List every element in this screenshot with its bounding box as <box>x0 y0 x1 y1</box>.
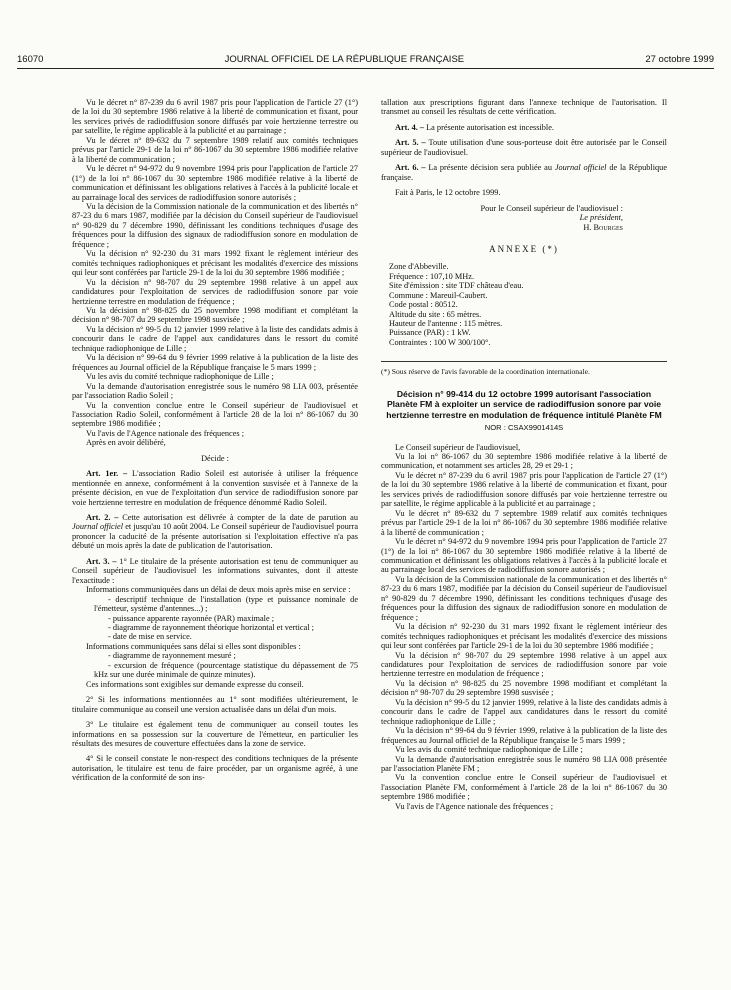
right-visas <box>381 452 667 811</box>
visa-paragraph: Vu la convention conclue entre le Conseil supérieur de l'audiovisuel et l'association Planète FM, conformément à l'article 28 de la loi n° 86-1067 du 30 septembre 1986 modifiée ; <box>381 773 667 802</box>
list-item: - descriptif technique de l'installation (type et puissance nominale de l'émetteur, système d'antennes...) ; <box>94 594 358 614</box>
visa-paragraph: Vu la décision n° 99-5 du 12 janvier 1999 relative à la liste des candidats admis à concourir dans le cadre de l'appel aux candidatures dans le ressort du comité technique radiophonique de Lille ; <box>72 324 358 353</box>
left-column <box>72 98 358 990</box>
visa-paragraph: Vu la décision n° 99-5 du 12 janvier 1999, relative à la liste des candidats admis à concourir dans le cadre de l'appel aux candidatures dans le ressort du comité technique radiophonique de Lille ; <box>381 697 667 726</box>
visa-paragraph: Vu la demande d'autorisation enregistrée sous le numéro 98 LIA 008 présentée par l'association Planète FM ; <box>381 754 667 773</box>
article-5 <box>381 138 667 157</box>
visa-paragraph: Après en avoir délibéré, <box>86 438 166 448</box>
journal-reference: Journal officiel <box>72 522 124 532</box>
visa-paragraph: Vu la loi n° 86-1067 du 30 septembre 1986 modifiée relative à la liberté de communication, et notamment ses articles 28, 29 et 29-1 ; <box>381 452 667 471</box>
list-item: - excursion de fréquence (pourcentage statistique du dépassement de 75 kHz sur une durée minimale de quinze minutes). <box>94 660 358 680</box>
article-text: de la République française. <box>381 163 667 182</box>
body-paragraph: 2° Si les informations mentionnées au 1° sont modifiées ultérieurement, le titulaire communique au conseil une version actualisée dans un délai d'un mois. <box>72 695 358 714</box>
annexe-line: Commune : Mareuil-Caubert. <box>389 290 488 300</box>
visa-paragraph: Vu le décret n° 89-632 du 7 septembre 1989 relatif aux comités techniques prévus par l'article 29-1 de la loi n° 86-1067 du 30 septembre 1986 modifiée relative à la liberté de communication ; <box>72 135 358 164</box>
body-paragraph: 4° Si le conseil constate le non-respect des conditions techniques de la présente autorisation, le titulaire est tenu de faire procéder, par un organisme agréé, à une vérification de la conformité de son ins- <box>72 754 358 783</box>
visa-paragraph: Vu les avis du comité technique radiophonique de Lille ; <box>86 372 274 382</box>
article-label: Art. 4. – <box>395 122 425 132</box>
visa-paragraph: Vu la décision de la Commission nationale de la communication et des libertés n° 87-23 du 6 mars 1987, modifiée par la décision du Conseil supérieur de l'audiovisuel n° 90-829 du 7 décembre 1990, définissant les conditions techniques d'usage des fréquences pour la diffusion des signaux de radiodiffusion sonore en modulation de fréquence ; <box>381 574 667 622</box>
decide-heading: Décide : <box>201 453 229 463</box>
article-text: Cette autorisation est délivrée à compter de la date de parution au <box>122 513 358 523</box>
visa-paragraph: Vu la convention conclue entre le Conseil supérieur de l'audiovisuel et l'association Radio Soleil, conformément à l'article 28 de la loi n° 86-1067 du 30 septembre 1986 modifiée ; <box>72 400 358 429</box>
list-item: - diagramme de rayonnement théorique horizontal et vertical ; <box>108 623 314 633</box>
visa-paragraph: Vu le décret n° 87-239 du 6 avril 1987 pris pour l'application de l'article 27 (1°) de la loi du 30 septembre 1986 relative à la liberté de communication et fixant, pour les services privés de radiodiffusion sonore diffusés par voie hertzienne terrestre ou par satellite, le régime applicable à la publicité et au parrainage ; <box>381 470 667 509</box>
decision-title: Décision n° 99-414 du 12 octobre 1999 autorisant l'association Planète FM à exploiter un service de radiodiffusion sonore par voie hertzienne terrestre en modulation de fréquence intitulé Planète FM <box>386 388 662 420</box>
continuation-paragraph: tallation aux prescriptions figurant dans l'annexe technique de l'autorisation. Il transmet au conseil les résultats de cette vérification. <box>381 98 667 117</box>
visa-paragraph: Vu le décret n° 89-632 du 7 septembre 1989 relatif aux comités techniques prévus par l'article 29-1 de la loi n° 86-1067 du 30 septembre 1986 modifiée relative à la liberté de communication ; <box>381 508 667 537</box>
journal-title: JOURNAL OFFICIEL DE LA RÉPUBLIQUE FRANÇAISE <box>224 54 465 65</box>
footnote: (*) Sous réserve de l'avis favorable de la coordination internationale. <box>381 361 667 377</box>
annexe-line: Zone d'Abbeville. <box>389 262 449 272</box>
info-available-paragraph: Informations communiquées sans délai si elles sont disponibles : <box>86 641 301 651</box>
annexe-body <box>381 262 667 347</box>
visa-paragraph: Vu le décret n° 94-972 du 9 novembre 1994 pris pour l'application de l'article 27 (1°) de la loi n° 86-1067 du 30 septembre 1986 modifiée relative à la liberté de communication et définissant les obligations relatives à l'accès à la publicité locale et au parrainage local des services de radiodiffusion sonore autorisés ; <box>72 164 358 202</box>
article-label: Art. 2. – <box>86 513 119 523</box>
visa-paragraph: Vu la demande d'autorisation enregistrée sous le numéro 98 LIA 003, présentée par l'association Radio Soleil ; <box>72 381 358 401</box>
visa-paragraph: Vu la décision n° 92-230 du 31 mars 1992 fixant le règlement intérieur des comités techniques radiophoniques et précisant les modalités d'exercice des missions qui leur sont conférées par l'article 29-1 de la loi du 30 septembre 1986 modifiée ; <box>381 622 667 651</box>
annexe-line: Puissance (PAR) : 1 kW. <box>389 328 471 338</box>
signature-role: Le président, <box>579 213 623 223</box>
visa-paragraph: Vu la décision n° 99-64 du 9 février 1999, relative à la publication de la liste des fréquences au Journal officiel de la République française le 5 mars 1999 ; <box>381 726 667 745</box>
annexe-line: Altitude du site : 65 mètres. <box>389 309 482 319</box>
left-visas <box>72 98 358 448</box>
article-2 <box>72 513 358 551</box>
article-label: Art. 3. – <box>86 556 117 566</box>
visa-paragraph: Vu les avis du comité technique radiophonique de Lille ; <box>395 745 583 755</box>
article-label: Art. 5. – <box>395 138 426 148</box>
annexe-line: Code postal : 80512. <box>389 300 458 310</box>
list-item: - puissance apparente rayonnée (PAR) maximale ; <box>108 613 275 623</box>
article-text: et jusqu'au 10 août 2004. Le Conseil supérieur de l'audiovisuel pourra prononcer la caducité de la présente autorisation si l'exploitation effective n'a pas débuté un mois après la date de publication de l'autorisation. <box>72 522 358 551</box>
done-at: Fait à Paris, le 12 octobre 1999. <box>395 188 501 198</box>
journal-reference: Journal officiel <box>554 163 607 173</box>
visa-paragraph: Vu l'avis de l'Agence nationale des fréquences ; <box>395 801 553 811</box>
article-text: La présente décision sera publiée au <box>428 163 553 173</box>
visa-paragraph: Vu la décision n° 98-707 du 29 septembre 1998 relative à un appel aux candidatures pour l'exploitation de services de radiodiffusion sonore par voie hertzienne terrestre en modulation de fréquence ; <box>72 277 358 306</box>
issue-date: 27 octobre 1999 <box>645 54 714 65</box>
visa-paragraph: Vu la décision n° 98-825 du 25 novembre 1998 modifiant et complétant la décision n° 98-707 du 29 septembre 1998 susvisée ; <box>72 305 358 325</box>
article-6 <box>381 163 667 182</box>
visa-paragraph: Vu la décision de la Commission nationale de la communication et des libertés n° 87-23 du 6 mars 1987, modifiée par la décision du Conseil supérieur de l'audiovisuel n° 90-829 du 7 décembre 1990, définissant les conditions techniques d'usage des fréquences pour la diffusion des signaux de radiodiffusion sonore en modulation de fréquence ; <box>72 201 358 249</box>
annexe-line: Contraintes : 100 W 300/100°. <box>389 337 491 347</box>
body-paragraph: Ces informations sont exigibles sur demande expresse du conseil. <box>86 679 304 689</box>
visa-paragraph: Vu le décret n° 87-239 du 6 avril 1987 pris pour l'application de l'article 27 (1°) de la loi du 30 septembre 1986 relative à la liberté de communication et fixant, pour les services privés de radiodiffusion sonore diffusés par voie hertzienne terrestre ou par satellite, le régime applicable à la publicité et au parrainage ; <box>72 98 358 136</box>
article-text: L'association Radio Soleil est autorisée à utiliser la fréquence mentionnée en annexe, conformément à la convention susvisée et à l'annexe de la présente décision, en vue de l'exploitation d'un service de radiodiffusion sonore par voie hertzienne terrestre en modulation de fréquence dénommé Radio Soleil. <box>72 469 358 507</box>
list-item: - date de mise en service. <box>108 632 192 642</box>
page-header <box>17 54 714 69</box>
nor-reference: NOR : CSAX9901414S <box>484 422 564 432</box>
article-text: La présente autorisation est incessible. <box>426 122 554 132</box>
article-4 <box>381 123 667 132</box>
annexe-line: Site d'émission : site TDF château d'eau. <box>389 281 524 291</box>
visa-paragraph: Vu la décision n° 98-825 du 25 novembre 1998 modifiant et complétant la décision n° 98-707 du 29 septembre 1998 susvisée ; <box>381 678 667 698</box>
visa-paragraph: Vu l'avis de l'Agence nationale des fréquences ; <box>86 428 244 438</box>
intro-paragraph: Le Conseil supérieur de l'audiovisuel, <box>395 442 521 452</box>
article-text: 1° Le titulaire de la présente autorisation est tenu de communiquer au Conseil supérieur de l'audiovisuel les informations suivantes, dont il atteste l'exactitude : <box>72 556 358 585</box>
visa-paragraph: Vu la décision n° 98-707 du 29 septembre 1998 relative à un appel aux candidatures pour l'exploitation de services de radiodiffusion sonore par voie hertzienne terrestre en modulation de fréquence ; <box>381 650 667 679</box>
article-text: Toute utilisation d'une sous-porteuse doit être autorisée par le Conseil supérieur de l'audiovisuel. <box>381 138 667 157</box>
list-item: - diagramme de rayonnement mesuré ; <box>108 651 236 661</box>
page-number: 16070 <box>17 54 44 65</box>
signature-name: H. Bourges <box>583 222 623 232</box>
annexe-title: ANNEXE (*) <box>489 243 559 254</box>
article-1 <box>72 469 358 507</box>
visa-paragraph: Vu le décret n° 94-972 du 9 novembre 1994 pris pour l'application de l'article 27 (1°) de la loi n° 86-1067 du 30 septembre 1986 modifiée relative à la liberté de communication et définissant les obligations relatives à l'accès à la publicité locale et au parrainage local des services de radiodiffusion sonore autorisés ; <box>381 537 667 575</box>
info-delay-paragraph: Informations communiquées dans un délai de deux mois après mise en service : <box>86 585 351 595</box>
signature-for: Pour le Conseil supérieur de l'audiovisuel : <box>480 203 623 213</box>
body-paragraph: 3° Le titulaire est également tenu de communiquer au conseil toutes les informations en sa possession sur la couverture de l'émetteur, en particulier les résultats des mesures de couverture effectuées dans la zone de service. <box>72 720 358 748</box>
visa-paragraph: Vu la décision n° 99-64 du 9 février 1999 relative à la publication de la liste des fréquences au Journal officiel de la République française le 5 mars 1999 ; <box>72 353 358 372</box>
annexe-line: Fréquence : 107,10 MHz. <box>389 271 475 281</box>
article-3 <box>72 557 358 585</box>
article-label: Art. 1er. – <box>86 469 128 479</box>
annexe-line: Hauteur de l'antenne : 115 mètres. <box>389 318 503 328</box>
right-column <box>381 98 667 990</box>
article-label: Art. 6. – <box>395 163 426 173</box>
visa-paragraph: Vu la décision n° 92-230 du 31 mars 1992 fixant le règlement intérieur des comités techniques radiophoniques et précisant les modalités d'exercice des missions qui leur sont conférées par l'article 29-1 de la loi du 30 septembre 1986 modifiée ; <box>72 249 358 278</box>
